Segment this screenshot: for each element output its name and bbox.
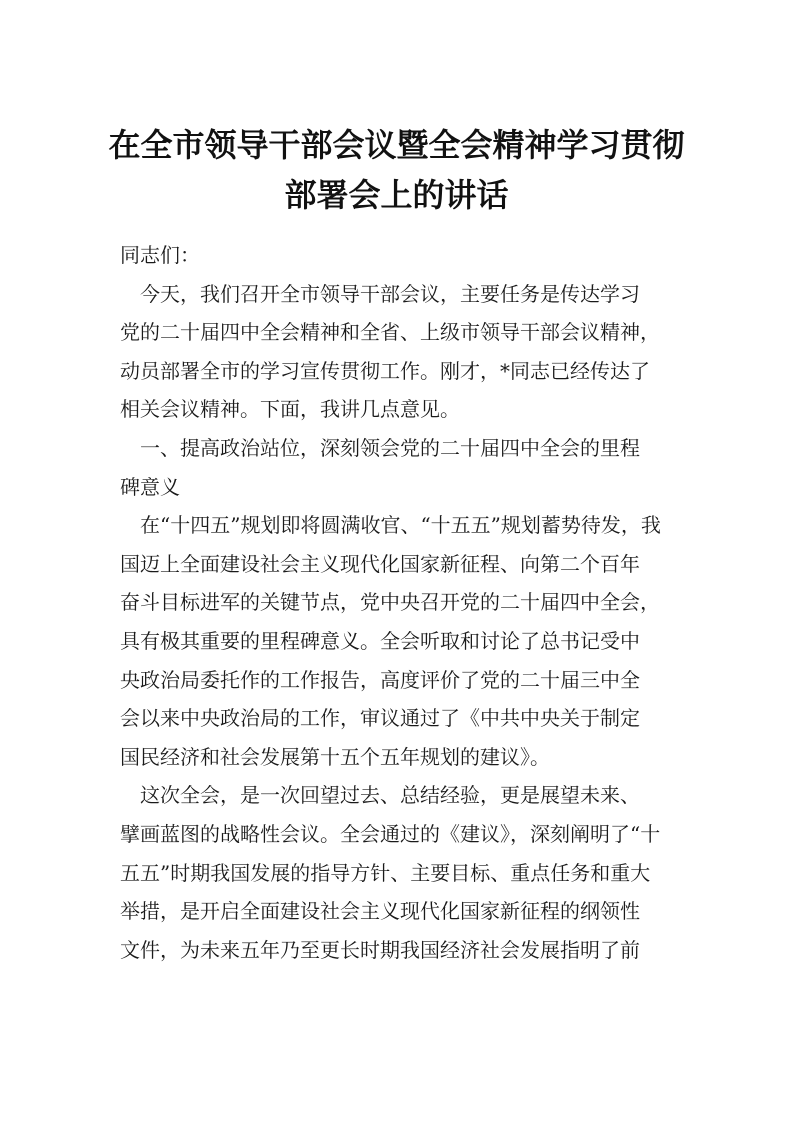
paragraph-line: 这次全会，是一次回望过去、总结经验，更是展望未来、 [140, 783, 640, 808]
paragraph-line: 今天，我们召开全市领导干部会议，主要任务是传达学习 [140, 281, 640, 306]
paragraph-line: 国迈上全面建设社会主义现代化国家新征程、向第二个百年 [120, 551, 640, 576]
paragraph-line: 擘画蓝图的战略性会议。全会通过的《建议》，深刻阐明了“十 [120, 821, 661, 846]
paragraph-line: 奋斗目标进军的关键节点，党中央召开党的二十届四中全会， [120, 590, 660, 615]
salutation: 同志们： [120, 243, 200, 267]
paragraph-line: 五五”时期我国发展的指导方针、主要目标、重点任务和重大 [120, 860, 651, 885]
section-heading-line: 一、提高政治站位，深刻领会党的二十届四中全会的里程 [140, 435, 640, 460]
paragraph-line: 具有极其重要的里程碑意义。全会听取和讨论了总书记受中 [120, 628, 640, 653]
paragraph-line: 国民经济和社会发展第十五个五年规划的建议》。 [120, 744, 550, 769]
paragraph-line: 会以来中央政治局的工作，审议通过了《中共中央关于制定 [120, 706, 640, 731]
paragraph-line: 在“十四五”规划即将圆满收官、“十五五”规划蓄势待发，我 [140, 513, 661, 538]
document-body [120, 236, 680, 969]
paragraph-line: 动员部署全市的学习宣传贯彻工作。刚才，*同志已经传达了 [120, 358, 650, 383]
paragraph-line: 文件，为未来五年乃至更长时期我国经济社会发展指明了前 [120, 937, 640, 962]
document-title-line-1: 在全市领导干部会议暨全会精神学习贯彻 [108, 126, 685, 164]
section-heading-line: 碑意义 [120, 474, 180, 499]
paragraph-line: 相关会议精神。下面，我讲几点意见。 [120, 397, 460, 422]
paragraph-line: 举措，是开启全面建设社会主义现代化国家新征程的纲领性 [120, 899, 640, 924]
paragraph-line: 央政治局委托作的工作报告，高度评价了党的二十届三中全 [120, 667, 640, 692]
paragraph-line: 党的二十届四中全会精神和全省、上级市领导干部会议精神， [120, 320, 660, 345]
document-title-line-2: 部署会上的讲话 [284, 176, 509, 214]
